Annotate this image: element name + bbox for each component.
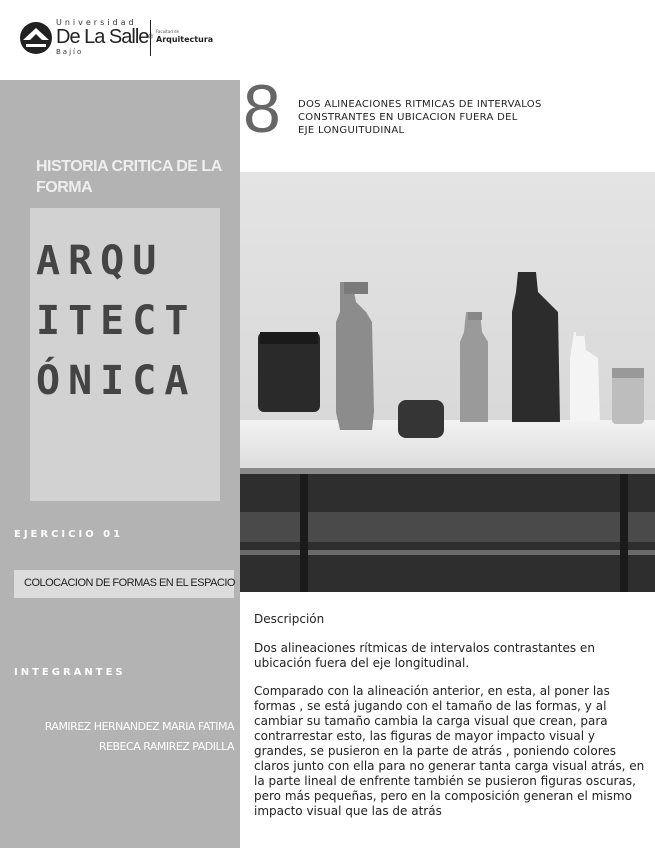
logo-faculty: Arquitectura [156,35,214,44]
description-paragraph: Dos alineaciones rítmicas de intervalos contrastantes en ubicación fuera del eje longitudinal. [254,641,595,670]
description-paragraph: Comparado con la alineación anterior, en esta, al poner las formas , se está jugando con el tamaño de las formas, y al cambiar su tamaño cambia la carga visual que crean, para contrarrestar esto, las figuras de mayor impacto visual y grandes, se pusieron en la parte de atrás , poniendo colores claros junto con ella para no generar tanta carga visual atrás, en la parte lineal de enfrente también se pusieron figuras oscuras, pero más pequeñas, pero en la composición generan el mismo impacto visual que las de atrás [254,684,645,818]
university-logo [18,18,218,58]
arq-line-1: ARQU [36,238,165,284]
sidebar [0,80,240,848]
course-title: HISTORIA CRITICA DE LA FORMA [36,158,222,196]
page-number: 8 [243,71,281,147]
logo-divider [150,20,151,56]
logo-campus: Bajío [56,48,84,56]
description-heading: Descripción [254,612,325,626]
logo-faculty-prefix: Facultad de [156,29,180,34]
arq-line-3: ÓNICA [36,358,197,404]
arquitectonica-box [30,208,220,501]
ejercicio-title-box [14,570,234,598]
arq-line-2: ITECT [36,298,197,344]
composition-photo [240,172,655,592]
delasalle-star-icon [18,20,54,56]
logo-university-label: Universidad [56,18,137,27]
ejercicio-title: COLOCACION DE FORMAS EN EL ESPACIO [24,577,235,589]
integrantes-label: INTEGRANTES [14,667,126,678]
member-name: REBECA RAMIREZ PADILLA [98,740,234,753]
logo-university-name: De La Salle [56,26,149,48]
description-section [254,612,646,832]
ejercicio-label: EJERCICIO 01 [14,529,124,540]
page-title: DOS ALINEACIONES RITMICAS DE INTERVALOS CONSTRANTES EN UBICACION FUERA DEL EJE LONGUITUDINAL [298,99,542,136]
member-name: RAMIREZ HERNANDEZ MARIA FATIMA [44,720,234,733]
